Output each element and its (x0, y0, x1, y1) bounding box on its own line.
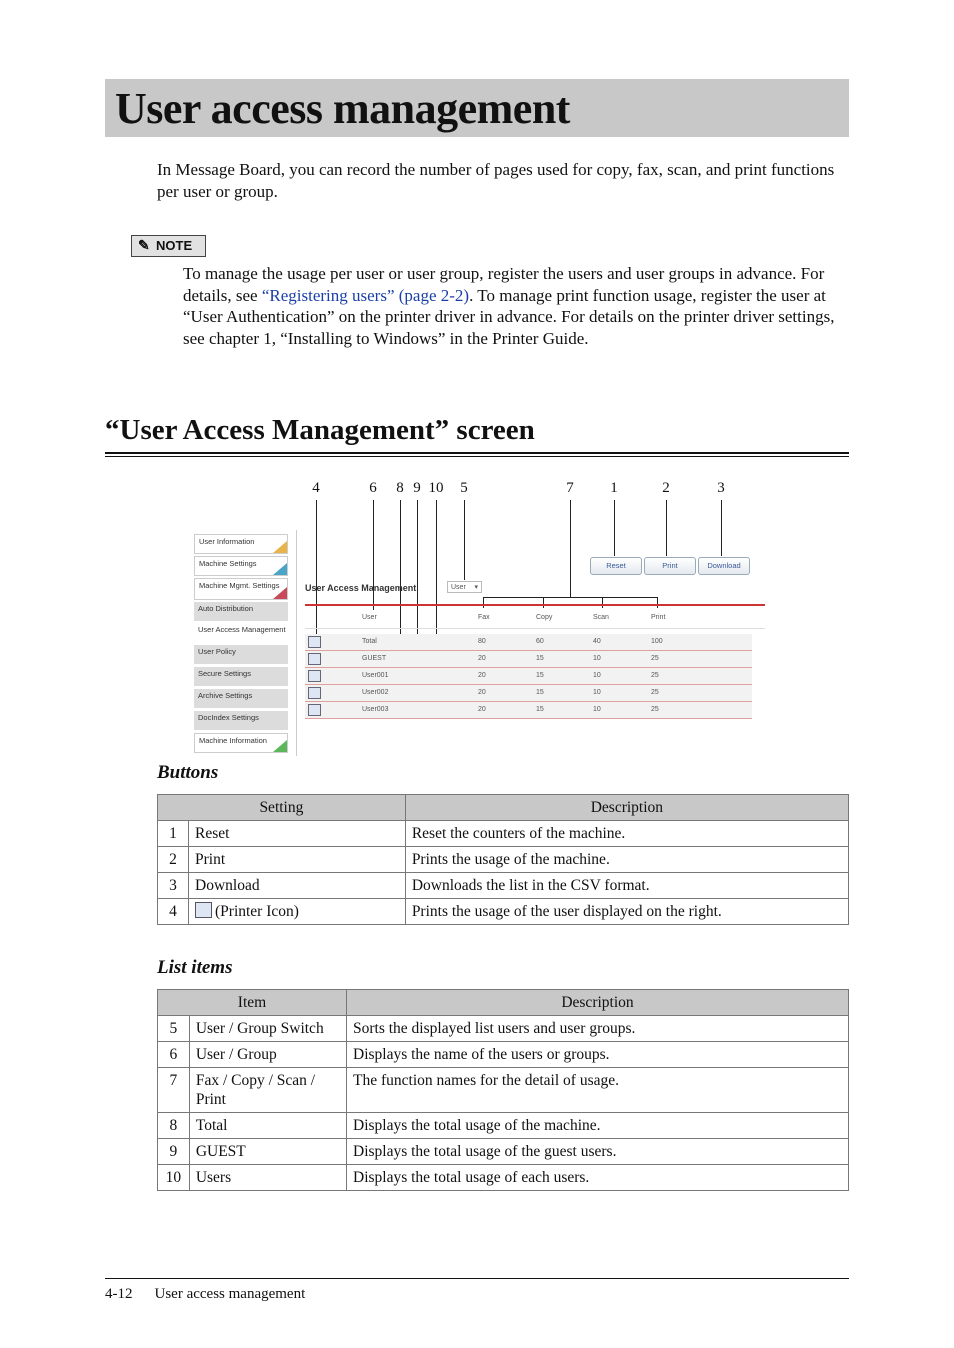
sidebar-item-docindex-settings[interactable]: DocIndex Settings (194, 711, 288, 731)
sidebar-item-user-access[interactable]: User Access Management (194, 623, 288, 645)
col-setting: Setting (158, 795, 406, 821)
section-rule (105, 456, 849, 457)
col-user: User (362, 614, 377, 621)
page-title: User access management (115, 84, 570, 133)
printer-icon[interactable] (308, 636, 321, 648)
table-row: 6 User / Group Displays the name of the users or groups. (158, 1042, 849, 1068)
title-bar (105, 79, 849, 137)
sidebar-item-machine-settings[interactable]: Machine Settings (194, 556, 288, 576)
user-group-switch[interactable]: User ▾ (447, 581, 482, 593)
table-row: Total 80 60 40 100 (305, 634, 752, 651)
col-item: Item (158, 990, 347, 1016)
sidebar-divider (296, 530, 297, 756)
col-fax: Fax (478, 614, 490, 621)
table-row: 2 Print Prints the usage of the machine. (158, 847, 849, 873)
printer-icon (195, 902, 212, 918)
callout-6: 6 (369, 480, 377, 496)
sidebar-item-machine-mgmt[interactable]: Machine Mgmt. Settings (194, 578, 288, 600)
callout-3: 3 (717, 480, 725, 496)
table-row: 4 (Printer Icon) Prints the usage of the user displayed on the right. (158, 899, 849, 925)
table-row: User001 20 15 10 25 (305, 668, 752, 685)
section-title: “User Access Management” screen (105, 414, 535, 446)
registering-users-link[interactable]: “Registering users” (page 2-2) (261, 285, 470, 305)
footer-rule (105, 1278, 849, 1279)
printer-icon[interactable] (308, 670, 321, 682)
callout-10: 10 (428, 480, 444, 496)
callout-4: 4 (312, 480, 320, 496)
note-label: NOTE (156, 238, 193, 253)
screen-capture (190, 528, 770, 758)
header-red-line (305, 604, 765, 606)
list-items-table (157, 989, 849, 1191)
printer-icon[interactable] (308, 687, 321, 699)
col-copy: Copy (536, 614, 553, 621)
buttons-heading: Buttons (157, 762, 219, 783)
printer-icon[interactable] (308, 704, 321, 716)
download-button[interactable]: Download (698, 557, 750, 575)
buttons-table (157, 794, 849, 925)
table-row: User003 20 15 10 25 (305, 702, 752, 719)
table-row: User002 20 15 10 25 (305, 685, 752, 702)
note-badge (131, 235, 206, 257)
table-row: 9 GUEST Displays the total usage of the guest users. (158, 1139, 849, 1165)
pencil-icon: ✎ (138, 237, 150, 253)
table-row: 1 Reset Reset the counters of the machine. (158, 821, 849, 847)
note-text-2: . To manage print function usage, register the user at “User Authentication” on the printer driver in advance. For details on the printer driver settings, see chapter 1, “Installing to Windows” in the Printer Guide. (183, 285, 835, 348)
callout-1: 1 (610, 480, 618, 496)
table-row: 5 User / Group Switch Sorts the displayed list users and user groups. (158, 1016, 849, 1042)
header-line (305, 628, 765, 629)
col-description: Description (347, 990, 849, 1016)
print-button[interactable]: Print (644, 557, 696, 575)
table-row: 3 Download Downloads the list in the CSV format. (158, 873, 849, 899)
sidebar-item-archive-settings[interactable]: Archive Settings (194, 689, 288, 709)
footer (105, 1286, 327, 1303)
page-number: 4-12 (105, 1286, 133, 1302)
callout-5: 5 (460, 480, 468, 496)
footer-label: User access management (154, 1286, 306, 1302)
sidebar-item-user-policy[interactable]: User Policy (194, 645, 288, 665)
table-row: 8 Total Displays the total usage of the machine. (158, 1113, 849, 1139)
section-rule (105, 452, 849, 454)
intro-paragraph: In Message Board, you can record the number of pages used for copy, fax, scan, and print functions per user or group. (157, 160, 835, 201)
sidebar-item-machine-information[interactable]: Machine Information (194, 733, 288, 753)
note-text (183, 263, 853, 349)
callout-2: 2 (662, 480, 670, 496)
reset-button[interactable]: Reset (590, 557, 642, 575)
callout-8: 8 (396, 480, 404, 496)
col-description: Description (405, 795, 848, 821)
callout-9: 9 (413, 480, 421, 496)
sidebar-item-user-information[interactable]: User Information (194, 534, 288, 554)
col-print: Print (651, 614, 666, 621)
sidebar-item-secure-settings[interactable]: Secure Settings (194, 667, 288, 687)
printer-icon[interactable] (308, 653, 321, 665)
sidebar-item-auto-distribution[interactable]: Auto Distribution (194, 602, 288, 622)
table-row: 10 Users Displays the total usage of each users. (158, 1165, 849, 1191)
list-items-heading: List items (157, 957, 233, 978)
screen-title: User Access Management (305, 583, 417, 593)
col-scan: Scan (593, 614, 609, 621)
note-text-1: To manage the usage per user or user group, register the users and user groups in advance. For details, see (183, 264, 825, 305)
table-row: GUEST 20 15 10 25 (305, 651, 752, 668)
callout-7: 7 (566, 480, 574, 496)
table-row: 7 Fax / Copy / Scan / Print The function names for the detail of usage. (158, 1068, 849, 1113)
